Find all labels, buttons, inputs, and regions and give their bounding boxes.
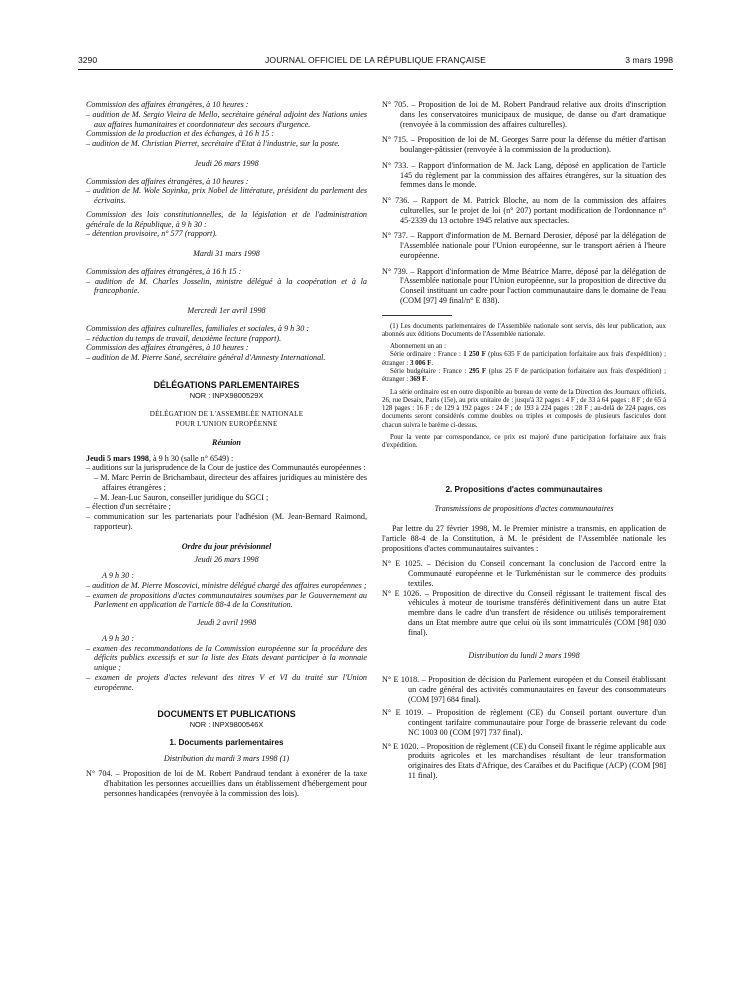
footnote-subscription: Abonnement un an : (390, 343, 447, 351)
price-detail: (plus 25 F de participation forfaitaire aux frais d'expédition) ; étranger : (382, 367, 666, 384)
commission-heading: Commission de la production et des échanges, à 16 h 15 : (86, 129, 274, 139)
document-entry: N° 715. – Proposition de loi de M. Georges Sarre pour la défense du métier d'artisan boulanger-pâtissier (renvoyée à la commission de la production). (382, 135, 666, 154)
section-heading: DOCUMENTS ET PUBLICATIONS (157, 709, 296, 720)
agenda-item: – audition de M. Sergio Vieira de Mello, secrétaire général adjoint des Nations unies aux affaires humanitaires et coordonnateur des secours d'urgence. (86, 109, 367, 129)
agenda-item: – examen des recommandations de la Commission européenne sur la procédure des déficits publics excessifs et sur la liste des Etats devant participer à la monnaie unique ; (86, 643, 367, 672)
document-entry: N° 736. – Rapport de M. Patrick Bloche, au nom de la commission des affaires culturelles, sur le projet de loi (n° 207) portant modification de l'ordonnance n° 45-2339 du 13 octobre 1945 relative aux spectacles. (382, 196, 666, 225)
nor-reference: NOR : INPX9800546X (189, 720, 264, 729)
price-end: . (426, 376, 428, 384)
day-heading: Jeudi 26 mars 1998 (194, 555, 259, 565)
distribution-heading: Distribution du mardi 3 mars 1998 (1) (163, 753, 290, 763)
document-entry: N° 704. – Proposition de loi de M. Robert Pandraud tendant à exonérer de la taxe d'habitation les personnes accueillies dans un établissement d'hébergement pour personnes handicapées (renvoyée à la commission des lois). (86, 769, 367, 798)
price-detail: (plus 635 F de participation forfaitaire aux frais d'expédition) ; étranger : (382, 351, 666, 367)
agenda-item: – examen de propositions d'actes communautaires soumises par le Gouvernement au Parlement en application de l'article 88-4 de la Constitution. (86, 590, 367, 610)
delegation-subtitle: DÉLÉGATION DE L'ASSEMBLÉE NATIONALE (149, 410, 304, 419)
footnote-rule (382, 315, 452, 316)
footnote-price (382, 368, 666, 385)
footnote-price (382, 351, 666, 368)
footnote-mail: Pour la vente par correspondance, ce prix est majoré d'une participation forfaitaire aux frais d'expédition. (382, 434, 666, 450)
meeting-date (86, 454, 367, 464)
ec-proposal-entry: N° E 1025. – Décision du Conseil concernant la conclusion de l'accord entre la Communauté européenne et le Turkménistan sur le commerce des produits textiles. (382, 559, 666, 588)
issue-date: 3 mars 1998 (625, 55, 673, 65)
time-heading: A 9 h 30 : (102, 633, 134, 643)
ec-proposal-entry: N° E 1018. – Proposition de décision du Parlement européen et du Conseil établissant un cadre général des activités communautaires en faveur des consommateurs (COM [97] 684 final). (382, 675, 666, 704)
agenda-item: – audition de M. Pierre Moscovici, ministre délégué chargé des affaires européennes ; (86, 580, 367, 590)
day-heading: Mercredi 1er avril 1998 (187, 306, 266, 315)
page-number: 3290 (78, 55, 98, 65)
commission-heading: Commission des affaires étrangères, à 10 heures : (86, 100, 249, 109)
day-heading: Jeudi 2 avril 1998 (196, 618, 257, 627)
commission-heading: Commission des affaires étrangères, à 10 heures : (86, 343, 249, 353)
document-entry: N° 739. – Rapport d'information de Mme Béatrice Marre, déposé par la délégation de l'Assemblée nationale pour l'Union européenne, sur la proposition de directive du Conseil instituant un cadre pour l'action communautaire dans le domaine de l'eau (COM [97] 49 final/n° E 838). (382, 266, 666, 305)
document-entry: N° 733. – Rapport d'information de M. Jack Lang, déposé en application de l'article 145 du règlement par la commission des affaires étrangères, sur la situation des femmes dans le monde. (382, 160, 666, 190)
agenda-item: – examen de projets d'actes relevant des titres V et VI du traité sur l'Union européenne. (86, 672, 367, 692)
subsection-heading: 1. Documents parlementaires (169, 737, 284, 747)
section-heading: DÉLÉGATIONS PARLEMENTAIRES (153, 379, 300, 390)
intro-paragraph: Par lettre du 27 février 1998, M. le Premier ministre a transmis, en application de l'article 88-4 de la Constitution, à M. le président de l'Assemblée nationale les propositions d'actes communautaires suivantes : (382, 524, 666, 553)
agenda-item: – audition de M. Charles Josselin, ministre délégué à la coopération et à la francophonie. (86, 276, 367, 296)
distribution-heading: Distribution du lundi 2 mars 1998 (468, 651, 580, 661)
left-column (86, 100, 367, 799)
journal-title: JOURNAL OFFICIEL DE LA RÉPUBLIQUE FRANÇAISE (265, 55, 486, 65)
ec-proposal-entry: N° E 1019. – Proposition de règlement (CE) du Conseil portant ouverture d'un contingent tarifaire communautaire pour l'orge de brasserie relevant du code NC 1003 00 (COM [97] 737 final). (382, 708, 666, 737)
agenda-item: – audition de M. Christian Pierret, secrétaire d'Etat à l'industrie, sur la poste. (86, 139, 340, 148)
price-value: 1 250 F (463, 351, 486, 359)
agenda-item: – détention provisoire, n° 577 (rapport). (86, 229, 218, 239)
document-entry: N° 705. – Proposition de loi de M. Robert Pandraud relative aux droits d'inscription dans les conservatoires municipaux de musique, de danse ou d'art dramatique (renvoyée à la commission des affaires culturelles). (382, 100, 666, 129)
agenda-item: – audition de M. Wole Soyinka, prix Nobel de littérature, président du parlement des écrivains. (86, 186, 367, 205)
price-value: 369 F (409, 376, 427, 384)
transmissions-heading: Transmissions de propositions d'actes communautaires (434, 504, 614, 514)
price-label: Série budgétaire : France : (390, 367, 469, 375)
day-heading: Mardi 31 mars 1998 (193, 249, 260, 258)
delegation-subtitle: POUR L'UNION EUROPÉENNE (175, 420, 278, 428)
agenda-item: – auditions sur la jurisprudence de la Cour de justice des Communautés européennes : (86, 463, 366, 473)
meeting-time: , à 9 h 30 (salle n° 6549) : (148, 453, 234, 463)
agenda-item: – élection d'un secrétaire ; (86, 502, 171, 512)
agenda-item: – communication sur les partenariats pour l'adhésion (M. Jean-Bernard Raimond, rapporteur). (86, 512, 367, 531)
commission-heading: Commission des affaires étrangères, à 10 heures : (86, 176, 249, 186)
page-header (78, 55, 673, 67)
footnote: (1) Les documents parlementaires de l'Assemblée nationale sont servis, dès leur publication, aux abonnés aux éditions Documents de l'Assemblée nationale. (382, 322, 666, 338)
commission-heading: Commission des lois constitutionnelles, de la législation et de l'administration générale de la République, à 9 h 30 : (86, 209, 367, 229)
agenda-item: – réduction du temps de travail, deuxième lecture (rapport). (86, 333, 282, 343)
price-label: Série ordinaire : France : (390, 351, 464, 359)
agenda-subitem: – M. Marc Perrin de Brichambaut, directeur des affaires juridiques au ministère des affaires étrangères ; (94, 473, 367, 492)
day-heading: Jeudi 26 mars 1998 (194, 158, 259, 168)
meeting-date-bold: Jeudi 5 mars 1998 (86, 453, 149, 463)
commission-heading: Commission des affaires étrangères, à 16 h 15 : (86, 266, 242, 276)
ec-proposal-entry: N° E 1026. – Proposition de directive du Conseil régissant le traitement fiscal des véhicules à moteur de tourisme transférés définitivement dans un autre Etat membre dans le cadre d'un transfert de résidence ou utilisés temporairement dans un Etat membre autre que celui où ils sont immatriculés (COM [98] 030 final). (382, 588, 666, 637)
header-rule (78, 69, 673, 70)
document-entry: N° 737. – Rapport d'information de M. Bernard Derosier, déposé par la délégation de l'Assemblée nationale pour l'Union européenne, sur le transport aérien à l'heure européenne. (382, 231, 666, 260)
subsection-heading: 2. Propositions d'actes communautaires (445, 484, 603, 494)
price-value: 295 F (468, 367, 487, 375)
price-end: . (431, 359, 434, 367)
price-value: 3 006 F (409, 359, 432, 367)
meeting-heading: Réunion (212, 437, 241, 447)
right-column (382, 100, 666, 781)
footnote-sales: La série ordinaire est en outre disponible au bureau de vente de la Direction des Journaux officiels, 26, rue Desaix, Paris (15e), au prix unitaire de : jusqu'à 32 pages : 4 F ; de 33 à 64 pages : 8 F ; de 65 à 128 pages : 16 F ; de 129 à 192 pages : 24 F ; de 193 à 224 pages : 28 F ; au-delà de 224 pages, ces documents seront considérés comme doubles ou triples et composés de plusieurs fascicules dont chacun suivra le barème ci-dessus. (382, 388, 666, 429)
agenda-heading: Ordre du jour prévisionnel (181, 541, 272, 551)
agenda-item: – audition de M. Pierre Sané, secrétaire général d'Amnesty International. (86, 353, 326, 362)
commission-heading: Commission des affaires culturelles, familiales et sociales, à 9 h 30 : (86, 323, 310, 333)
nor-reference: NOR : INPX9800529X (189, 390, 264, 400)
agenda-subitem: – M. Jean-Luc Sauron, conseiller juridique du SGCI ; (94, 492, 269, 502)
time-heading: A 9 h 30 : (102, 571, 134, 580)
ec-proposal-entry: N° E 1020. – Proposition de règlement (CE) du Conseil fixant le régime applicable aux produits agricoles et les marchandises résultant de leur transformation originaires des Etats d'Afrique, des Caraïbes et du Pacifique (ACP) (COM [98] 11 final). (382, 741, 666, 780)
